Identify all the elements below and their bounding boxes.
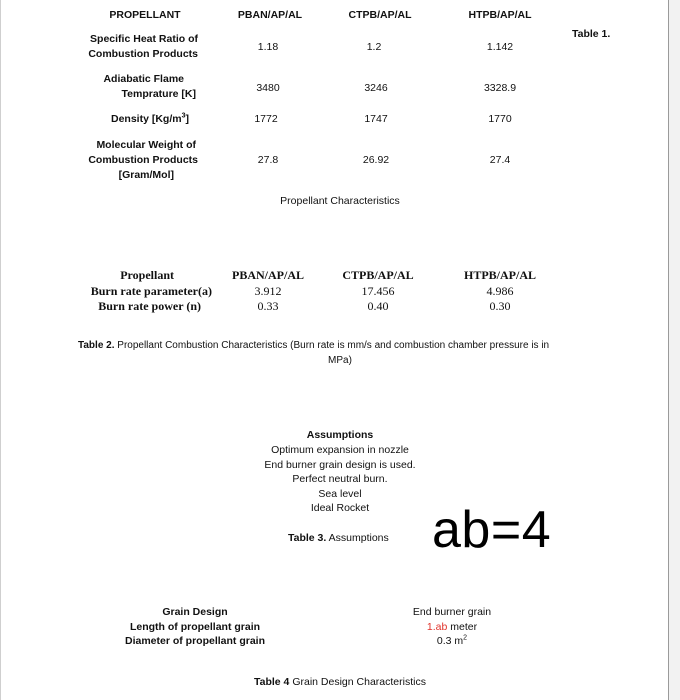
- page-right-gutter: [669, 0, 680, 700]
- grain-label-design: Grain Design: [162, 606, 228, 618]
- table1-row4-name-line1: Molecular Weight of: [96, 139, 196, 151]
- assumption-item: End burner grain design is used.: [264, 459, 416, 471]
- table1-row2-name-line1: Adiabatic Flame: [103, 73, 184, 85]
- table3-caption: Table 3. Assumptions: [288, 532, 389, 544]
- table1-row3-ctpb: 1747: [364, 113, 388, 125]
- table2-row1-ctpb: 17.456: [361, 284, 395, 298]
- table1-row4-name-line2: Combustion Products: [88, 154, 198, 166]
- table1-header-pban: PBAN/AP/AL: [237, 9, 303, 21]
- table1-row1-ctpb: 1.2: [366, 41, 382, 53]
- assumption-item: Optimum expansion in nozzle: [271, 444, 409, 456]
- table1-label: Table 1.: [572, 28, 611, 40]
- grain-value-diameter: 0.3 $m^2$: [436, 634, 468, 647]
- table2-caption-line1: Table 2. Propellant Combustion Characteristics (Burn rate is mm/s and combustion chamber pressure is in: [78, 340, 550, 351]
- table4-caption: Table 4 Grain Design Characteristics: [254, 676, 426, 688]
- table1-row3-pban: 1772: [254, 113, 278, 125]
- table1-row3-htpb: 1770: [488, 113, 512, 125]
- table2-row2-ctpb: 0.40: [367, 299, 389, 313]
- table2-header-propellant: Propellant: [120, 268, 174, 282]
- table1-row2-htpb: 3328.9: [483, 82, 517, 94]
- table1-row2-pban: 3480: [256, 82, 280, 94]
- table1-header-ctpb: CTPB/AP/AL: [348, 9, 412, 21]
- table1-row4-ctpb: 26.92: [362, 154, 390, 166]
- grain-label-length: Length of propellant grain: [129, 621, 261, 633]
- table1-header-propellant: PROPELLANT: [109, 9, 181, 21]
- grain-label-diameter: Diameter of propellant grain: [124, 635, 266, 647]
- table2-header-htpb: HTPB/AP/AL: [463, 268, 536, 282]
- table2-row1-htpb: 4.986: [486, 284, 514, 298]
- table1-row4-htpb: 27.4: [489, 154, 511, 166]
- table2-row1-pban: 3.912: [254, 284, 282, 298]
- table1-row1-pban: 1.18: [257, 41, 279, 53]
- table1-row1-name-line1: Specific Heat Ratio of: [90, 33, 198, 45]
- table1-row4-name-line3: [Gram/Mol]: [118, 169, 174, 181]
- table2-row2-htpb: 0.30: [489, 299, 511, 313]
- table2-header-pban: PBAN/AP/AL: [232, 268, 304, 282]
- table1-row2-ctpb: 3246: [364, 82, 388, 94]
- table2-row2-pban: 0.33: [257, 299, 279, 313]
- table2-row1-name: Burn rate parameter(a): [90, 284, 212, 298]
- table1-row4-pban: 27.8: [257, 154, 279, 166]
- table1-row2-name-line2: Temprature [K]: [121, 88, 196, 100]
- handwritten-annotation: ab=4: [432, 501, 552, 559]
- assumption-item: Ideal Rocket: [310, 502, 370, 514]
- table1-caption: Propellant Characteristics: [280, 195, 400, 207]
- table2-caption-line2: MPa): [328, 355, 352, 366]
- table2-row2-name: Burn rate power (n): [98, 299, 201, 313]
- assumptions-title: Assumptions: [306, 429, 374, 441]
- table1-row3-name: Density $[Kg/m^3]$: [111, 112, 189, 125]
- assumption-item: Perfect neutral burn.: [292, 473, 388, 485]
- table1-row1-htpb: 1.142: [486, 41, 514, 53]
- grain-value-length: 1.ab meter: [426, 621, 478, 633]
- table2-header-ctpb: CTPB/AP/AL: [342, 268, 414, 282]
- page-left-border: [0, 0, 1, 700]
- table1-header-htpb: HTPB/AP/AL: [468, 9, 532, 21]
- table1-row1-name-line2: Combustion Products: [88, 48, 198, 60]
- assumption-item: Sea level: [318, 488, 362, 500]
- grain-value-design: End burner grain: [412, 606, 492, 618]
